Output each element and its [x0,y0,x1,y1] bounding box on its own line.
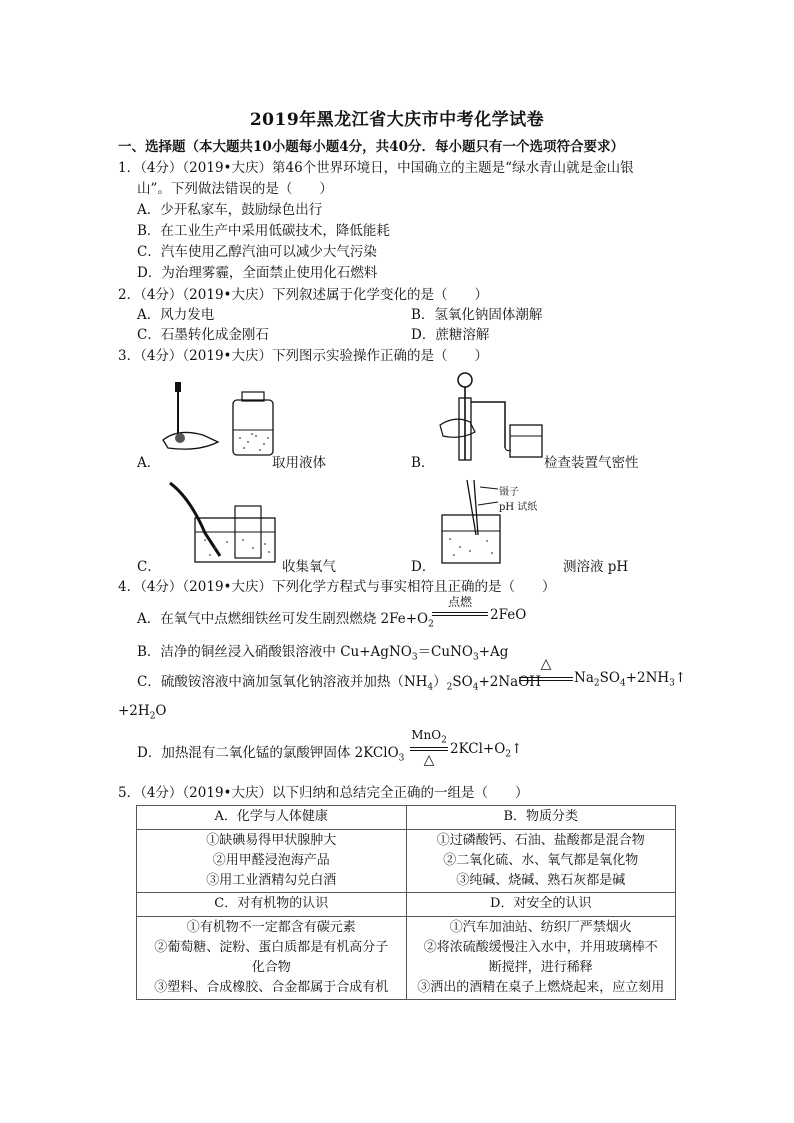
q4-a-sub: 2 [428,619,434,630]
q5-d-item-2b: 断搅拌，进行稀释 [488,960,593,975]
q3-option-c-caption: 收集氧气 [282,559,336,575]
q5-a-item-2: ②用甲醛浸泡海产品 [212,853,330,868]
q2-option-a: A．风力发电 [137,307,215,323]
q5-d-item-3: ③洒出的酒精在桌子上燃烧起来，应立刻用 [417,980,665,995]
q4-a-equals-bar2 [432,615,488,616]
q4-stem: 4．（4分）（2019•大庆）下列化学方程式与事实相符且正确的是（ ） [118,579,556,595]
q5-cell-c-head: C．对有机物的认识 [137,893,407,917]
q4-c-product [574,670,686,689]
q4-d-product [450,741,522,760]
q4-d-catalyst [410,728,448,745]
q4-d-text: D．加热混有二氧化锰的氯酸钾固体 2KClO [137,745,399,761]
q5-c-item-2: ②葡萄糖、淀粉、蛋白质都是有机高分子 [154,940,389,955]
page-title: 2019年黑龙江省大庆市中考化学试卷 [249,110,545,130]
q4-option-b [137,640,508,663]
q4-c-cont-sub: 2 [149,711,156,722]
q4-b-text: B．洁净的铜丝浸入硝酸银溶液中 Cu+AgNO [137,644,412,660]
q4-d-heat: △ [423,752,435,768]
q4-a-equals-bar [432,612,488,613]
q5-cell-c-body [137,917,407,1000]
q3-option-b-caption: 检查装置气密性 [544,455,639,471]
q4-c-sub6: 3 [669,678,675,689]
q4-c-continued [118,703,167,722]
q3-option-d-label: D． [411,559,436,575]
figure-d-tag-ph-paper: pH 试纸 [499,502,538,513]
q4-d-prod: 2KCl+O [450,741,506,757]
q4-a-text: A．在氧气中点燃细铁丝可发生剧烈燃烧 2Fe+O [137,611,429,627]
q5-a-item-1: ①缺碘易得甲状腺肿大 [206,833,337,848]
q3-option-c-label: C． [137,559,161,575]
q4-c-equals-bar [519,677,573,678]
q5-d-item-2: ②将浓硫酸缓慢注入水中，并用玻璃棒不 [423,940,658,955]
q4-option-a [137,607,434,630]
q2-option-c: C．石墨转化成金刚石 [137,327,269,343]
q4-c-prod3: +2NH [625,670,670,686]
q5-b-item-1: ①过磷酸钙、石油、盐酸都是混合物 [436,833,645,848]
q4-d-sub2: 2 [505,749,512,760]
q4-c-text: C．硫酸铵溶液中滴加氢氧化钠溶液并加热（NH [137,674,428,690]
q4-b-end: +Ag [478,644,509,660]
q5-d-item-1: ①汽车加油站、纺织厂严禁烟火 [449,920,632,935]
q5-c-item-1: ①有机物不一定都含有碳元素 [186,920,356,935]
q5-cell-b-body [406,830,676,893]
q4-d-equals-bar2 [410,750,448,751]
q4-c-sub3: 4 [472,682,479,693]
q4-c-prod: Na [574,670,594,686]
figure-d-ph-test [432,475,557,570]
q3-option-b-label: B． [411,455,435,471]
q4-c-sub4: 2 [593,678,600,689]
q5-a-item-3: ③用工业酒精勾兑白酒 [206,873,337,888]
q3-option-a-caption: 取用液体 [272,455,326,471]
q4-c-mid: ） [433,674,447,690]
q4-c-equals-bar2 [519,680,573,681]
q5-table [136,805,676,1000]
figure-d-tag-tweezers: 镊子 [499,487,519,498]
q1-option-a: A．少开私家车，鼓励绿色出行 [137,202,323,218]
q1-stem-line2: 山”。下列做法错误的是（ ） [137,181,333,197]
q1-option-d: D．为治理雾霾，全面禁止使用化石燃料 [137,265,378,281]
q5-b-item-2: ②二氧化硫、水、氧气都是氧化物 [443,853,639,868]
q5-c-item-2b: 化合物 [251,960,291,975]
q5-b-item-3: ③纯碱、烧碱、熟石灰都是碱 [456,873,626,888]
q4-d-cond-top: MnO [411,728,442,742]
q4-a-product: 2FeO [490,607,527,623]
q3-option-a-label: A． [137,455,161,471]
q4-c-arrow: ↑ [674,670,687,686]
q5-cell-d-head: D．对安全的认识 [406,893,676,917]
q4-d-sub: 3 [398,753,405,764]
q4-c-sub5: 4 [619,678,626,689]
q5-cell-a-body [137,830,407,893]
q4-c-mid2: SO [452,674,473,690]
q4-c-cont: +2H [118,703,150,719]
figure-a-liquid-dropper [158,380,278,470]
q5-cell-a-head: A．化学与人体健康 [137,806,407,830]
q4-d-cond-sub: 2 [441,735,447,746]
section-heading: 一、选择题（本大题共10小题每小题4分，共40分．每小题只有一个选项符合要求） [118,139,624,155]
q1-stem-line1: 1．（4分）（2019•大庆）第46个世界环境日，中国确立的主题是“绿水青山就是金山银 [118,160,634,176]
q5-stem: 5．（4分）（2019•大庆）以下归纳和总结完全正确的一组是（ ） [118,785,529,801]
q5-cell-b-head: B．物质分类 [406,806,676,830]
q4-c-mid3: +2NaOH [478,674,542,690]
q4-b-rest: ＝CuNO [417,644,473,660]
q4-c-condition: △ [540,656,552,672]
q5-c-item-3: ③塑料、合成橡胶、合金都属于合成有机 [154,980,389,995]
q4-option-c [137,670,541,693]
q4-c-sub2: 2 [446,682,453,693]
q3-option-d-caption: 测溶液 pH [563,559,629,575]
q4-c-prod2: SO [599,670,620,686]
q4-c-cont-end: O [155,703,167,719]
q1-option-c: C．汽车使用乙醇汽油可以减少大气污染 [137,244,377,260]
q5-cell-d-body [406,917,676,1000]
q4-d-arrow: ↑ [511,741,523,757]
q4-option-d [137,741,404,764]
q4-a-condition: 点燃 [447,595,472,609]
q4-b-sub: 3 [411,652,418,663]
figure-c-collect-oxygen [165,478,280,568]
q3-stem: 3．（4分）（2019•大庆）下列图示实验操作正确的是（ ） [118,348,488,364]
q2-option-b: B．氢氧化钠固体潮解 [411,307,543,323]
figure-b-airtightness [435,370,550,465]
q1-option-b: B．在工业生产中采用低碳技术，降低能耗 [137,223,390,239]
q2-stem: 2．（4分）（2019•大庆）下列叙述属于化学变化的是（ ） [118,287,488,303]
q4-b-sub2: 3 [472,652,479,663]
q2-option-d: D．蔗糖溶解 [411,327,490,343]
q4-c-sub1: 4 [427,682,434,693]
q4-d-equals-bar [410,747,448,748]
